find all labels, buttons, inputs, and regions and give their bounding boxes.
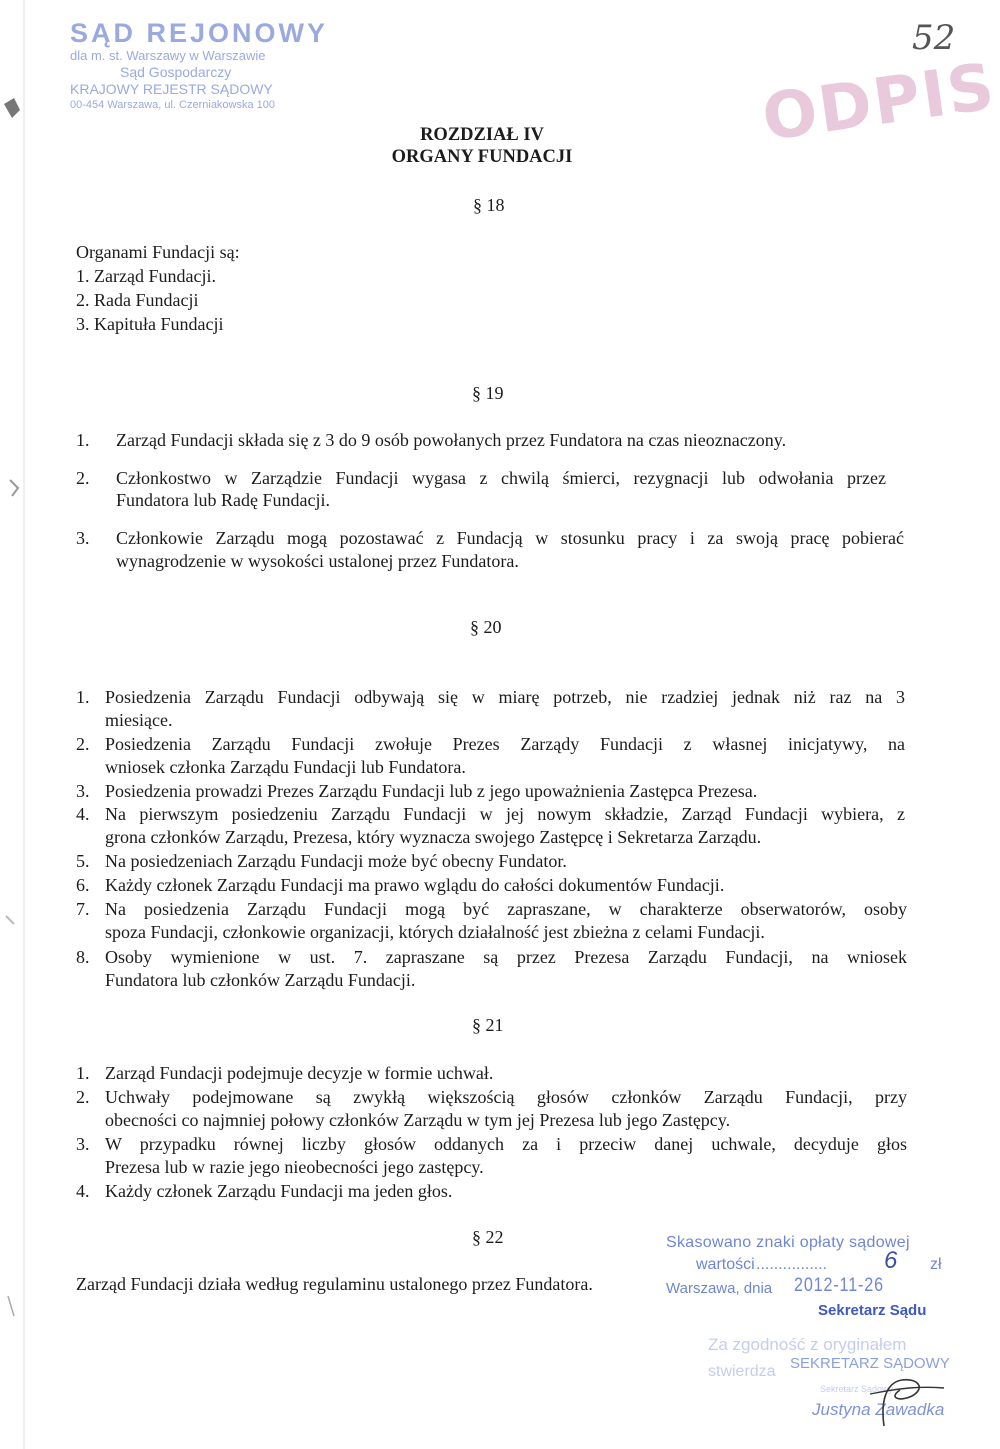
court-stamp-line3: Sąd Gospodarczy [120, 64, 232, 80]
list-item-text: Prezesa lub w razie jego nieobecności jego zastępcy. [105, 1157, 484, 1177]
certification-name: Justyna Zawadka [812, 1400, 945, 1419]
fee-stamp-date-row [666, 1277, 956, 1301]
fee-stamp-line4: Sekretarz Sądu [818, 1302, 927, 1319]
list-item-number: 7. [76, 899, 90, 919]
signature [840, 1358, 950, 1438]
list-item-text: wynagrodzenie w wysokości ustalonej przez Fundatora. [116, 551, 519, 571]
section-21-heading: § 21 [472, 1015, 504, 1035]
list-item-text: Na pierwszym posiedzeniu Zarządu Fundacji w jej nowym składzie, Zarząd Fundacji wybiera, z [105, 804, 905, 824]
court-stamp [70, 18, 370, 112]
section-18-item: 1. Zarząd Fundacji. [76, 266, 216, 286]
list-item-number: 2. [76, 468, 90, 488]
list-item-text: obecności co najmniej połowy członków Zarządu w tym jej Prezesa lub jego Zastępcy. [105, 1110, 731, 1130]
list-item-number: 3. [76, 528, 90, 548]
list-item-text: Posiedzenia Zarządu Fundacji odbywają się w miarę potrzeb, nie rzadziej jednak niż raz na 3 [105, 687, 905, 707]
list-item-text: wniosek członka Zarządu Fundacji lub Fundatora. [105, 757, 466, 777]
fee-stamp [666, 1233, 956, 1321]
section-20-heading: § 20 [470, 617, 502, 637]
list-item-number: 1. [76, 687, 90, 707]
fee-stamp-date-label: Warszawa, dnia [666, 1280, 773, 1297]
section-22-text: Zarząd Fundacji działa według regulaminu ustalonego przez Fundatora. [76, 1274, 593, 1294]
list-item-text: Zarząd Fundacji składa się z 3 do 9 osób powołanych przez Fundatora na czas nieoznaczony. [116, 430, 787, 450]
fee-stamp-date: 2012-11-26 [794, 1275, 884, 1296]
list-item-number: 1. [76, 430, 90, 450]
list-item-text: spoza Fundacji, członkowie organizacji, których działalność jest zbieżna z celami Fundacji. [105, 922, 765, 942]
court-stamp-line2: dla m. st. Warszawy w Warszawie [70, 48, 266, 63]
certification-line3: Sekretarz Sądowy [820, 1384, 894, 1394]
list-item-text: Każdy członek Zarządu Fundacji ma jeden głos. [105, 1181, 453, 1201]
list-item-text: Posiedzenia prowadzi Prezes Zarządu Fundacji lub z jego upoważnienia Zastępca Prezesa. [105, 781, 758, 801]
list-item-text: Posiedzenia Zarządu Fundacji zwołuje Prezes Zarządy Fundacji z własnej inicjatywy, na [105, 734, 905, 754]
list-item-text: Każdy członek Zarządu Fundacji ma prawo wglądu do całości dokumentów Fundacji. [105, 875, 725, 895]
list-item-number: 3. [76, 1134, 90, 1154]
list-item-text: Zarząd Fundacji podejmuje decyzje w formie uchwał. [105, 1063, 494, 1083]
certification-title: SEKRETARZ SĄDOWY [790, 1355, 950, 1372]
fee-stamp-value-label: wartości [696, 1256, 755, 1273]
scan-edge-marks [0, 0, 30, 1449]
chapter-title: ROZDZIAŁ IV [420, 125, 544, 145]
fee-stamp-dots: ................ [756, 1256, 828, 1273]
fee-stamp-value-row [666, 1247, 956, 1277]
list-item-text: Fundatora lub członków Zarządu Fundacji. [105, 970, 416, 990]
list-item-number: 1. [76, 1063, 90, 1083]
certification-label: stwierdza [708, 1363, 776, 1380]
list-item-text: Na posiedzenia Zarządu Fundacji mogą być zapraszane, w charakterze obserwatorów, osoby [105, 899, 907, 919]
list-item-text: Członkowie Zarządu mogą pozostawać z Fundacją w stosunku pracy i za swoją pracę pobierać [116, 528, 904, 548]
court-stamp-line1: SĄD REJONOWY [70, 18, 329, 48]
section-18-item: 3. Kapituła Fundacji [76, 314, 224, 334]
list-item-number: 5. [76, 851, 90, 871]
list-item-text: Osoby wymienione w ust. 7. zapraszane są przez Prezesa Zarządu Fundacji, na wniosek [105, 947, 907, 967]
fee-stamp-line1: Skasowano znaki opłaty sądowej [666, 1234, 910, 1251]
fee-stamp-unit: zł [930, 1256, 942, 1273]
list-item-text: Na posiedzeniach Zarządu Fundacji może być obecny Fundator. [105, 851, 567, 871]
list-item-text: W przypadku równej liczby głosów oddanych za i przeciw danej uchwale, decyduje głos [105, 1134, 907, 1154]
odpis-stamp: ODPIS [757, 50, 1000, 156]
chapter-subtitle: ORGANY FUNDACJI [391, 147, 573, 167]
list-item-number: 6. [76, 875, 90, 895]
list-item-text: Fundatora lub Radę Fundacji. [116, 490, 330, 510]
section-19-heading: § 19 [472, 383, 504, 403]
section-18-heading: § 18 [473, 195, 505, 215]
list-item-text: grona członków Zarządu, Prezesa, który wyznacza swojego Zastępcę i Sekretarza Zarządu. [105, 827, 762, 847]
court-stamp-line5: 00-454 Warszawa, ul. Czerniakowska 100 [70, 99, 276, 111]
list-item-number: 4. [76, 804, 90, 824]
list-item-number: 2. [76, 734, 90, 754]
section-22-heading: § 22 [472, 1227, 504, 1247]
section-18-intro: Organami Fundacji są: [76, 242, 240, 262]
list-item-number: 4. [76, 1181, 90, 1201]
section-18-item: 2. Rada Fundacji [76, 290, 199, 310]
certification-line1: Za zgodność z oryginałem [708, 1335, 907, 1354]
fee-stamp-value: 6 [884, 1247, 898, 1274]
list-item-text: Uchwały podejmowane są zwykłą większością głosów członków Zarządu Fundacji, przy [105, 1087, 907, 1107]
list-item-number: 2. [76, 1087, 90, 1107]
list-item-text: miesiące. [105, 710, 173, 730]
list-item-text: Członkostwo w Zarządzie Fundacji wygasa z chwilą śmierci, rezygnacji lub odwołania przez [116, 468, 886, 488]
list-item-number: 3. [76, 781, 90, 801]
court-stamp-line4: KRAJOWY REJESTR SĄDOWY [70, 81, 273, 97]
list-item-number: 8. [76, 947, 90, 967]
page-number: 52 [912, 18, 956, 58]
